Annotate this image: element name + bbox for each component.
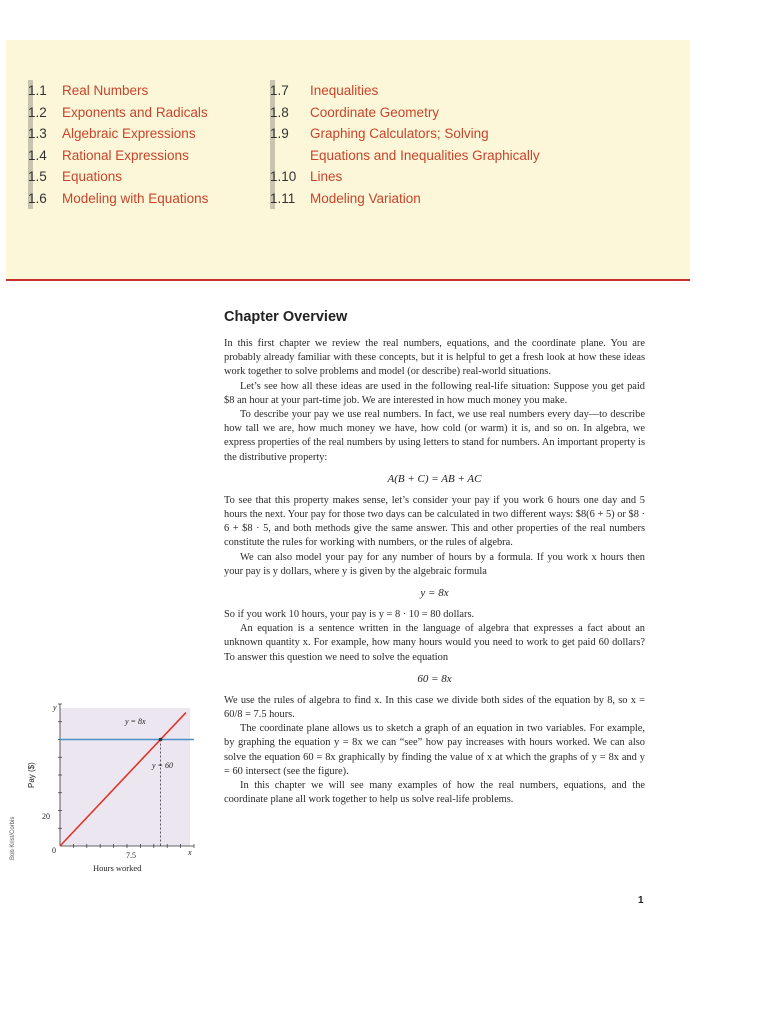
toc-section-title: [310, 166, 342, 188]
equation-distributive: A(B + C) = AB + AC: [387, 472, 482, 485]
overview-paragraph: An equation is a sentence written in the language of algebra that expresses a fact about an unknown quantity x. For example, how many hours would you need to work to get paid 60 dollars? To answer this question we need to solve the equation: [224, 623, 645, 663]
toc-section-title: [310, 188, 421, 210]
toc-item: [28, 145, 208, 167]
toc-item: [270, 188, 540, 210]
toc-item: [28, 123, 208, 145]
toc-title-line: Inequalities: [310, 83, 379, 98]
toc-title-line: Exponents and Radicals: [62, 104, 208, 120]
toc-item: [28, 166, 208, 188]
toc-item: [270, 80, 540, 102]
toc-item: [270, 102, 540, 124]
toc-section-number: 1.5: [28, 166, 62, 188]
origin-label: 0: [52, 846, 56, 855]
photo-credit: Bob Krist/Corbis: [10, 816, 16, 860]
equation-sixty: 60 = 8x: [417, 672, 452, 685]
toc-section-number: 1.11: [270, 188, 310, 210]
toc-section-number: 1.2: [28, 102, 62, 124]
overview-title: Chapter Overview: [224, 309, 348, 325]
y-axis-name: y: [53, 703, 57, 712]
series-label-y8x: y = 8x: [125, 717, 146, 726]
overview-paragraph: The coordinate plane allows us to sketch a graph of an equation in two variables. For example, by graphing the equation y = 8x we can “see” how pay increases with hours worked. We can also solve the equation 60 = 8x graphically by finding the value of x at which the graphs of y = 8x and y = 60 intersect (see the figure).: [224, 723, 645, 777]
page-number: 1: [638, 895, 644, 906]
overview-paragraph: Let’s see how all these ideas are used in the following real-life situation: Suppose you get paid $8 an hour at your part-time job. We are interested in how much money you make.: [224, 380, 645, 406]
toc-section-title: [62, 80, 148, 102]
toc-item: [28, 80, 208, 102]
toc-section-title: [62, 145, 189, 167]
toc-item: [28, 188, 208, 210]
toc-section-title: [310, 80, 378, 102]
toc-title-line: Algebraic Expressions: [62, 126, 196, 141]
toc-title-line: Modeling with Equations: [62, 190, 209, 206]
x-tick-label: 7.5: [126, 851, 136, 860]
chapter-overview: [224, 309, 645, 807]
overview-paragraph: So if you work 10 hours, your pay is y = 8 · 10 = 80 dollars.: [224, 609, 475, 621]
toc-section-number: 1.6: [28, 188, 62, 210]
overview-paragraph: In this first chapter we review the real numbers, equations, and the coordinate plane. You are probably already familiar with these concepts, but it is helpful to get a fresh look at how these ideas work together to solve problems and model (or describe) real-world situations.: [224, 338, 645, 378]
toc-section-number: 1.7: [270, 80, 310, 102]
toc-title-line: Graphing Calculators; Solving: [310, 126, 489, 141]
overview-paragraph: To see that this property makes sense, let’s consider your pay if you work 6 hours one day and 5 hours the next. Your pay for those two days can be calculated in two different ways: $8(6 + 5) or $8 · 6 + $8 · 5, and both methods give the same answer. This and other properties of the real numbers constitute the rules for working with numbers, or the rules of algebra.: [224, 494, 645, 549]
y-tick-label: 20: [42, 812, 50, 821]
toc-title-line: Equations and Inequalities Graphically: [310, 147, 540, 163]
toc-title-line: Rational Expressions: [62, 147, 189, 163]
overview-paragraph: We use the rules of algebra to find x. In this case we divide both sides of the equation by 8, so x = 60/8 = 7.5 hours.: [224, 694, 645, 721]
overview-paragraph: To describe your pay we use real numbers. In fact, we use real numbers every day—to describe how tall we are, how much money we have, how cold (or warm) it is, and so on. In algebra, we express properties of the real numbers by using letters to stand for numbers. An important property is the distributive property:: [224, 409, 645, 463]
toc-section-number: 1.10: [270, 166, 310, 188]
toc-section-number: 1.9: [270, 123, 310, 166]
toc-title-line: Real Numbers: [62, 83, 149, 98]
series-label-y60: y = 60: [152, 761, 173, 770]
toc-section-title: [62, 166, 122, 188]
toc-section-title: [62, 188, 208, 210]
toc-section-number: 1.1: [28, 80, 62, 102]
toc-title-line: Modeling Variation: [310, 190, 421, 206]
toc-item: [270, 166, 540, 188]
toc-title-line: Equations: [62, 169, 123, 184]
intersection-point: [159, 738, 163, 742]
toc-item: [28, 102, 208, 124]
toc-title-line: Coordinate Geometry: [310, 104, 440, 120]
overview-paragraph: In this chapter we will see many examples of how the real numbers, equations, and the coordinate plane all work together to help us solve real-life problems.: [224, 780, 645, 806]
toc-section-title: [62, 102, 208, 124]
x-axis-label: Hours worked: [93, 863, 142, 873]
x-axis-name: x: [188, 848, 192, 857]
toc-section-number: 1.3: [28, 123, 62, 145]
toc-section-title: [62, 123, 196, 145]
pay-graph: [22, 700, 222, 880]
toc-item: [270, 123, 540, 166]
toc-section-title: [310, 123, 540, 166]
toc-right-column: [270, 80, 540, 209]
toc-left-column: [28, 80, 208, 209]
toc-title-line: Lines: [310, 169, 343, 184]
toc-section-title: [310, 102, 439, 124]
y-axis-label: Pay ($): [27, 762, 36, 788]
overview-paragraph: We can also model your pay for any number of hours by a formula. If you work x hours then your pay is y dollars, where y is given by the algebraic formula: [224, 551, 645, 577]
equation-pay: y = 8x: [420, 587, 449, 600]
toc-section-number: 1.8: [270, 102, 310, 124]
toc-section-number: 1.4: [28, 145, 62, 167]
